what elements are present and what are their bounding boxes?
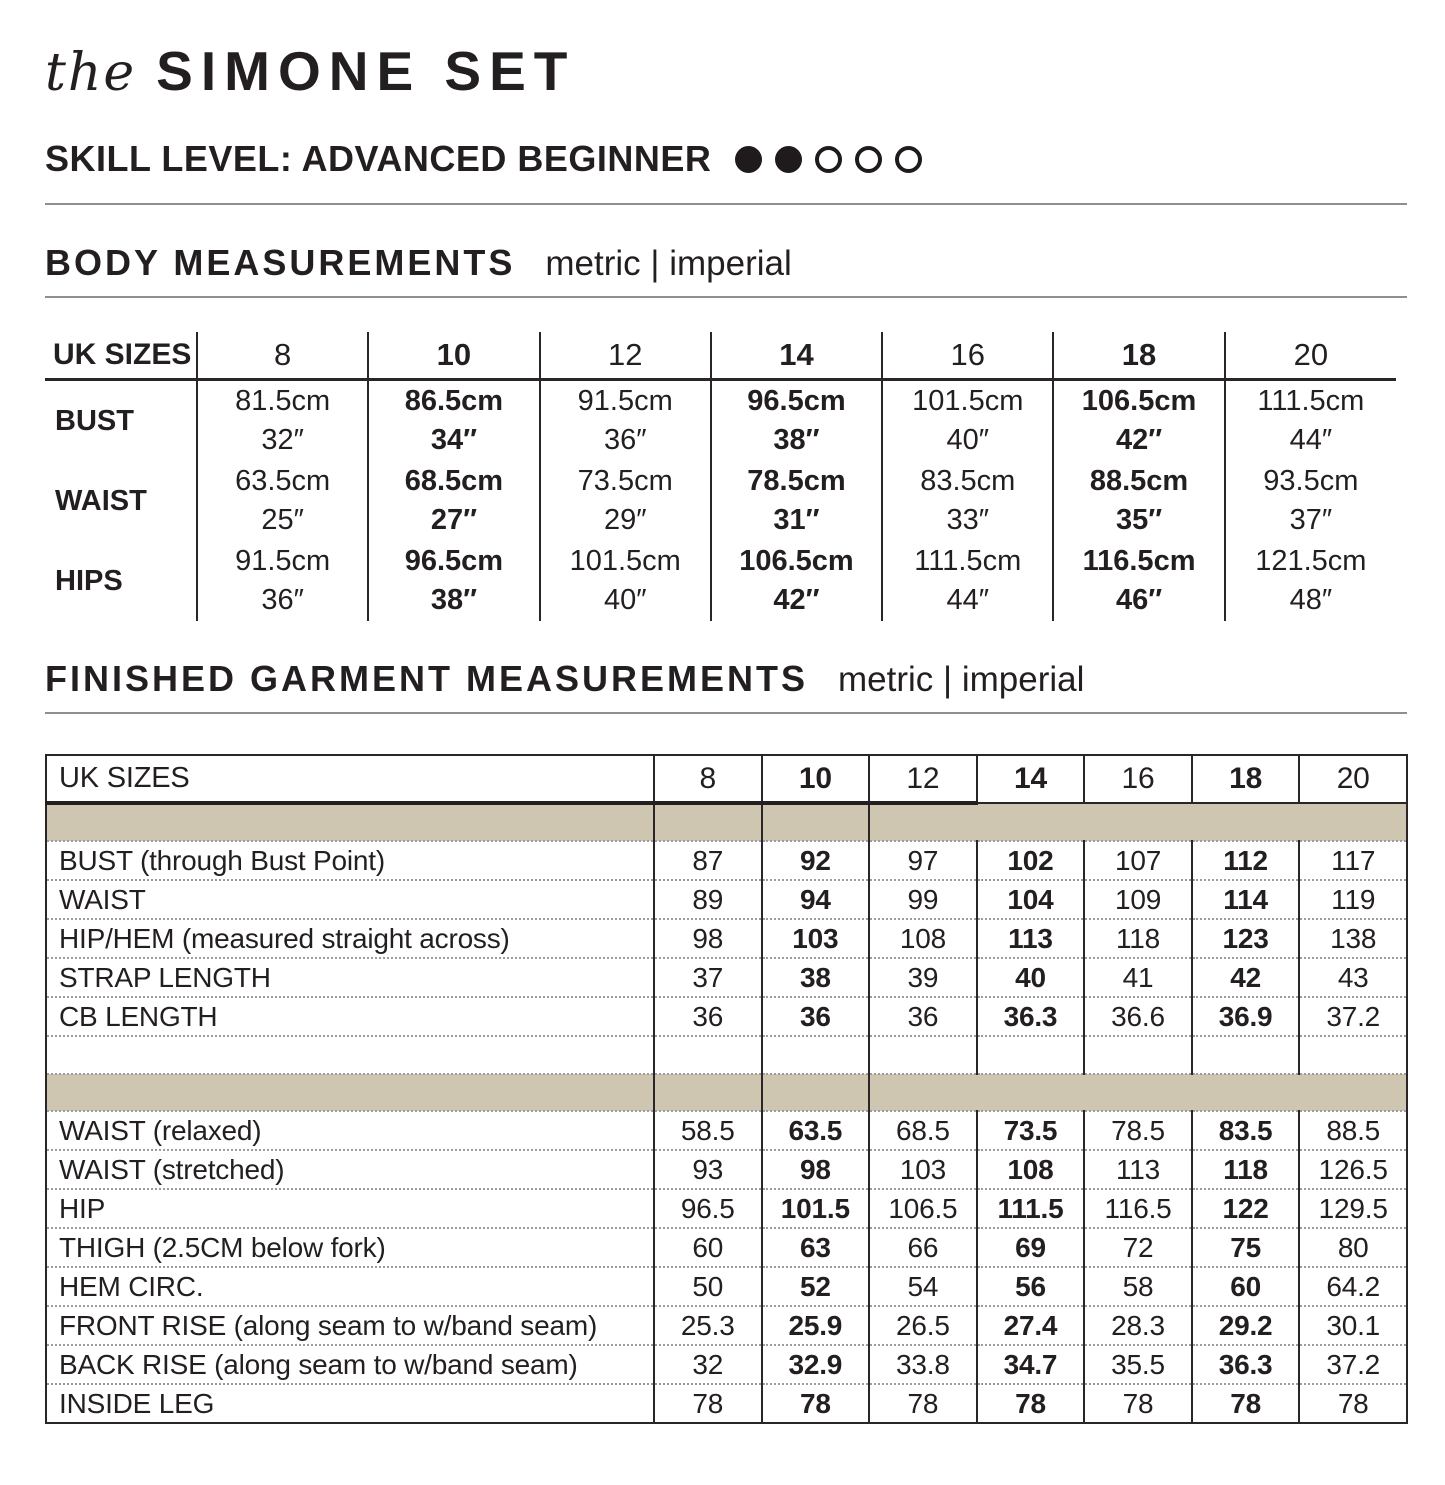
value-cell: 25.3 bbox=[654, 1306, 762, 1345]
value-cell: 36 bbox=[869, 997, 977, 1036]
value-cell: 113 bbox=[977, 919, 1085, 958]
section-band-cell bbox=[46, 1074, 654, 1111]
value-cell: 111.5 bbox=[977, 1189, 1085, 1228]
size-header-cell: 8 bbox=[197, 332, 368, 380]
body-measurements-heading-row bbox=[45, 242, 1407, 283]
value-cell: 33.8 bbox=[869, 1345, 977, 1384]
value-cell: 36.3 bbox=[1192, 1345, 1300, 1384]
row-label-cell: INSIDE LEG bbox=[46, 1384, 654, 1423]
value-cell: 116.5 bbox=[1084, 1189, 1192, 1228]
section-band-cell bbox=[977, 1074, 1085, 1111]
value-cell: 89 bbox=[654, 880, 762, 919]
value-cell: 78 bbox=[1084, 1384, 1192, 1423]
metric-value: 83.5cm bbox=[920, 465, 1016, 497]
size-header-cell: 18 bbox=[1053, 332, 1224, 380]
skill-level bbox=[45, 138, 1407, 179]
value-cell: 80 bbox=[1299, 1228, 1407, 1267]
value-cell: 56 bbox=[977, 1267, 1085, 1306]
value-cell: 27.4 bbox=[977, 1306, 1085, 1345]
row-label-cell: HIP/HEM (measured straight across) bbox=[46, 919, 654, 958]
section-band-row bbox=[46, 803, 1407, 841]
metric-value: 121.5cm bbox=[1255, 545, 1367, 577]
table-row bbox=[46, 1150, 1407, 1189]
measurement-cell bbox=[1053, 541, 1224, 621]
table-row bbox=[46, 1267, 1407, 1306]
row-label-cell: STRAP LENGTH bbox=[46, 958, 654, 997]
metric-value: 68.5cm bbox=[404, 465, 504, 497]
row-label-cell: CB LENGTH bbox=[46, 997, 654, 1036]
size-header-cell: 10 bbox=[762, 755, 870, 803]
skill-dot-filled bbox=[735, 146, 762, 173]
measurement-cell bbox=[197, 461, 368, 541]
spacer-cell bbox=[869, 1036, 977, 1074]
section-band-cell bbox=[1299, 803, 1407, 841]
value-cell: 78.5 bbox=[1084, 1111, 1192, 1150]
metric-value: 73.5cm bbox=[577, 465, 673, 497]
imperial-value: 42″ bbox=[773, 584, 820, 616]
imperial-value: 38″ bbox=[773, 424, 820, 456]
finished-garment-heading-row bbox=[45, 658, 1407, 699]
value-cell: 66 bbox=[869, 1228, 977, 1267]
section-band-cell bbox=[762, 803, 870, 841]
measurement-cell bbox=[711, 380, 882, 462]
body-measurements-table bbox=[45, 332, 1396, 621]
table-row bbox=[46, 841, 1407, 880]
value-cell: 75 bbox=[1192, 1228, 1300, 1267]
value-cell: 112 bbox=[1192, 841, 1300, 880]
imperial-value: 37″ bbox=[1289, 504, 1333, 536]
value-cell: 42 bbox=[1192, 958, 1300, 997]
section-band-cell bbox=[46, 803, 654, 841]
imperial-value: 27″ bbox=[430, 504, 477, 536]
row-label-cell: HIPS bbox=[45, 541, 197, 621]
imperial-value: 48″ bbox=[1289, 584, 1333, 616]
value-cell: 97 bbox=[869, 841, 977, 880]
value-cell: 36.9 bbox=[1192, 997, 1300, 1036]
table-row bbox=[46, 1345, 1407, 1384]
measurement-cell bbox=[197, 541, 368, 621]
value-cell: 54 bbox=[869, 1267, 977, 1306]
metric-value: 96.5cm bbox=[747, 385, 846, 417]
size-header-cell: 12 bbox=[869, 755, 977, 803]
value-cell: 83.5 bbox=[1192, 1111, 1300, 1150]
metric-value: 86.5cm bbox=[404, 385, 504, 417]
value-cell: 106.5 bbox=[869, 1189, 977, 1228]
measurement-cell bbox=[540, 541, 711, 621]
body-measurements-heading: BODY MEASUREMENTS bbox=[45, 242, 516, 283]
table-row bbox=[46, 1111, 1407, 1150]
section-band-cell bbox=[869, 803, 977, 841]
imperial-value: 29″ bbox=[603, 504, 647, 536]
value-cell: 29.2 bbox=[1192, 1306, 1300, 1345]
divider-rule bbox=[45, 203, 1407, 205]
value-cell: 58 bbox=[1084, 1267, 1192, 1306]
value-cell: 78 bbox=[654, 1384, 762, 1423]
measurement-cell bbox=[711, 541, 882, 621]
size-header-cell: 14 bbox=[711, 332, 882, 380]
row-label-cell: WAIST bbox=[46, 880, 654, 919]
value-cell: 60 bbox=[1192, 1267, 1300, 1306]
size-header-cell: 14 bbox=[977, 755, 1085, 803]
sizes-corner-label: UK SIZES bbox=[45, 332, 197, 380]
imperial-value: 40″ bbox=[603, 584, 647, 616]
imperial-value: 36″ bbox=[603, 424, 647, 456]
metric-value: 78.5cm bbox=[747, 465, 846, 497]
sizes-corner-label: UK SIZES bbox=[46, 755, 654, 803]
value-cell: 36.3 bbox=[977, 997, 1085, 1036]
value-cell: 36 bbox=[762, 997, 870, 1036]
divider-rule bbox=[45, 296, 1407, 298]
imperial-value: 38″ bbox=[430, 584, 477, 616]
value-cell: 69 bbox=[977, 1228, 1085, 1267]
section-band-cell bbox=[654, 1074, 762, 1111]
size-header-cell: 10 bbox=[368, 332, 539, 380]
table-row bbox=[46, 919, 1407, 958]
value-cell: 52 bbox=[762, 1267, 870, 1306]
spacer-cell bbox=[1192, 1036, 1300, 1074]
table-row bbox=[46, 880, 1407, 919]
measurement-cell bbox=[540, 380, 711, 462]
skill-dot-empty bbox=[895, 146, 922, 173]
table-row bbox=[46, 958, 1407, 997]
row-label-cell: WAIST (stretched) bbox=[46, 1150, 654, 1189]
finished-garment-heading: FINISHED GARMENT MEASUREMENTS bbox=[45, 658, 809, 699]
measurement-cell bbox=[711, 461, 882, 541]
value-cell: 92 bbox=[762, 841, 870, 880]
value-cell: 122 bbox=[1192, 1189, 1300, 1228]
value-cell: 114 bbox=[1192, 880, 1300, 919]
value-cell: 123 bbox=[1192, 919, 1300, 958]
table-row bbox=[46, 1384, 1407, 1423]
value-cell: 26.5 bbox=[869, 1306, 977, 1345]
size-header-row bbox=[45, 332, 1396, 380]
value-cell: 103 bbox=[869, 1150, 977, 1189]
imperial-value: 35″ bbox=[1115, 504, 1163, 536]
value-cell: 119 bbox=[1299, 880, 1407, 919]
skill-dot-filled bbox=[775, 146, 802, 173]
measurement-cell bbox=[1053, 461, 1224, 541]
value-cell: 38 bbox=[762, 958, 870, 997]
value-cell: 138 bbox=[1299, 919, 1407, 958]
metric-value: 101.5cm bbox=[569, 545, 681, 577]
value-cell: 41 bbox=[1084, 958, 1192, 997]
value-cell: 78 bbox=[1192, 1384, 1300, 1423]
value-cell: 94 bbox=[762, 880, 870, 919]
imperial-value: 25″ bbox=[261, 504, 304, 536]
value-cell: 43 bbox=[1299, 958, 1407, 997]
row-label-cell: BUST bbox=[45, 380, 197, 462]
value-cell: 37.2 bbox=[1299, 1345, 1407, 1384]
metric-value: 93.5cm bbox=[1263, 465, 1359, 497]
value-cell: 58.5 bbox=[654, 1111, 762, 1150]
spacer-cell bbox=[977, 1036, 1085, 1074]
metric-value: 106.5cm bbox=[739, 545, 854, 577]
value-cell: 63 bbox=[762, 1228, 870, 1267]
section-band-cell bbox=[977, 803, 1085, 841]
value-cell: 109 bbox=[1084, 880, 1192, 919]
metric-value: 106.5cm bbox=[1081, 385, 1197, 417]
metric-value: 96.5cm bbox=[404, 545, 504, 577]
spacer-cell bbox=[46, 1036, 654, 1074]
imperial-value: 40″ bbox=[946, 424, 990, 456]
metric-value: 91.5cm bbox=[577, 385, 673, 417]
table-row bbox=[45, 380, 1396, 462]
size-header-cell: 18 bbox=[1192, 755, 1300, 803]
title-name: SIMONE SET bbox=[156, 40, 576, 102]
size-header-cell: 20 bbox=[1225, 332, 1396, 380]
imperial-value: 36″ bbox=[261, 584, 304, 616]
measurement-cell bbox=[1225, 461, 1396, 541]
value-cell: 36.6 bbox=[1084, 997, 1192, 1036]
imperial-value: 44″ bbox=[1289, 424, 1333, 456]
value-cell: 103 bbox=[762, 919, 870, 958]
value-cell: 64.2 bbox=[1299, 1267, 1407, 1306]
table-row bbox=[46, 1189, 1407, 1228]
value-cell: 87 bbox=[654, 841, 762, 880]
metric-value: 116.5cm bbox=[1082, 545, 1196, 577]
value-cell: 96.5 bbox=[654, 1189, 762, 1228]
measurement-cell bbox=[1053, 380, 1224, 462]
value-cell: 98 bbox=[654, 919, 762, 958]
value-cell: 107 bbox=[1084, 841, 1192, 880]
value-cell: 99 bbox=[869, 880, 977, 919]
section-band-cell bbox=[1299, 1074, 1407, 1111]
skill-dot-empty bbox=[815, 146, 842, 173]
value-cell: 78 bbox=[869, 1384, 977, 1423]
size-header-cell: 20 bbox=[1299, 755, 1407, 803]
table-row bbox=[46, 997, 1407, 1036]
table-row bbox=[45, 541, 1396, 621]
value-cell: 35.5 bbox=[1084, 1345, 1192, 1384]
value-cell: 129.5 bbox=[1299, 1189, 1407, 1228]
value-cell: 102 bbox=[977, 841, 1085, 880]
spacer-cell bbox=[1299, 1036, 1407, 1074]
measurement-cell bbox=[540, 461, 711, 541]
spacer-row bbox=[46, 1036, 1407, 1074]
value-cell: 60 bbox=[654, 1228, 762, 1267]
finished-garment-table bbox=[45, 754, 1408, 1424]
value-cell: 50 bbox=[654, 1267, 762, 1306]
size-header-cell: 8 bbox=[654, 755, 762, 803]
value-cell: 88.5 bbox=[1299, 1111, 1407, 1150]
row-label-cell: WAIST (relaxed) bbox=[46, 1111, 654, 1150]
title-prefix: the bbox=[45, 43, 137, 103]
row-label-cell: THIGH (2.5CM below fork) bbox=[46, 1228, 654, 1267]
units-label: metric | imperial bbox=[838, 660, 1085, 699]
value-cell: 118 bbox=[1084, 919, 1192, 958]
section-band-cell bbox=[1084, 1074, 1192, 1111]
spacer-cell bbox=[1084, 1036, 1192, 1074]
imperial-value: 32″ bbox=[261, 424, 304, 456]
value-cell: 126.5 bbox=[1299, 1150, 1407, 1189]
skill-dots bbox=[735, 146, 922, 173]
imperial-value: 44″ bbox=[946, 584, 990, 616]
value-cell: 63.5 bbox=[762, 1111, 870, 1150]
section-band-cell bbox=[654, 803, 762, 841]
section-band-cell bbox=[1192, 1074, 1300, 1111]
imperial-value: 34″ bbox=[430, 424, 477, 456]
divider-rule bbox=[45, 712, 1407, 714]
section-band-cell bbox=[1192, 803, 1300, 841]
value-cell: 93 bbox=[654, 1150, 762, 1189]
metric-value: 111.5cm bbox=[1257, 385, 1365, 417]
value-cell: 37 bbox=[654, 958, 762, 997]
value-cell: 32.9 bbox=[762, 1345, 870, 1384]
measurement-cell bbox=[882, 541, 1053, 621]
row-label-cell: HEM CIRC. bbox=[46, 1267, 654, 1306]
row-label-cell: BACK RISE (along seam to w/band seam) bbox=[46, 1345, 654, 1384]
value-cell: 28.3 bbox=[1084, 1306, 1192, 1345]
value-cell: 78 bbox=[977, 1384, 1085, 1423]
table-row bbox=[46, 1228, 1407, 1267]
section-band-cell bbox=[1084, 803, 1192, 841]
value-cell: 78 bbox=[1337, 1387, 1369, 1419]
value-cell: 34.7 bbox=[977, 1345, 1085, 1384]
section-band-cell bbox=[869, 1074, 977, 1111]
value-cell: 104 bbox=[977, 880, 1085, 919]
row-label-cell: BUST (through Bust Point) bbox=[46, 841, 654, 880]
value-cell: 25.9 bbox=[762, 1306, 870, 1345]
measurement-cell bbox=[368, 541, 539, 621]
value-cell: 108 bbox=[869, 919, 977, 958]
size-header-cell: 16 bbox=[1084, 755, 1192, 803]
metric-value: 101.5cm bbox=[912, 385, 1024, 417]
value-cell: 32 bbox=[654, 1345, 762, 1384]
table-row bbox=[45, 461, 1396, 541]
value-cell: 117 bbox=[1299, 841, 1407, 880]
measurement-cell bbox=[368, 380, 539, 462]
value-cell: 98 bbox=[762, 1150, 870, 1189]
table-row bbox=[46, 1306, 1407, 1345]
measurement-cell bbox=[1225, 380, 1396, 462]
size-header-row bbox=[46, 755, 1407, 803]
imperial-value: 42″ bbox=[1115, 424, 1163, 456]
section-band-row bbox=[46, 1074, 1407, 1111]
spacer-cell bbox=[654, 1036, 762, 1074]
size-header-cell: 12 bbox=[540, 332, 711, 380]
value-cell: 40 bbox=[977, 958, 1085, 997]
value-cell: 68.5 bbox=[869, 1111, 977, 1150]
size-header-cell: 16 bbox=[882, 332, 1053, 380]
imperial-value: 33″ bbox=[946, 504, 990, 536]
value-cell: 108 bbox=[977, 1150, 1085, 1189]
measurement-cell bbox=[1225, 541, 1396, 621]
measurement-cell bbox=[882, 380, 1053, 462]
value-cell: 113 bbox=[1084, 1150, 1192, 1189]
row-label-cell: FRONT RISE (along seam to w/band seam) bbox=[46, 1306, 654, 1345]
value-cell: 101.5 bbox=[762, 1189, 870, 1228]
units-label: metric | imperial bbox=[545, 244, 792, 283]
value-cell: 36 bbox=[654, 997, 762, 1036]
value-cell: 37.2 bbox=[1299, 997, 1407, 1036]
value-cell: 30.1 bbox=[1299, 1306, 1407, 1345]
row-label-cell: WAIST bbox=[45, 461, 197, 541]
metric-value: 81.5cm bbox=[235, 385, 331, 417]
value-cell: 72 bbox=[1084, 1228, 1192, 1267]
metric-value: 111.5cm bbox=[914, 545, 1022, 577]
row-label-cell: HIP bbox=[46, 1189, 654, 1228]
value-cell: 39 bbox=[869, 958, 977, 997]
skill-dot-empty bbox=[855, 146, 882, 173]
measurement-cell bbox=[197, 380, 368, 462]
value-cell: 78 bbox=[762, 1384, 870, 1423]
imperial-value: 46″ bbox=[1115, 584, 1163, 616]
section-band-cell bbox=[762, 1074, 870, 1111]
spacer-cell bbox=[762, 1036, 870, 1074]
metric-value: 63.5cm bbox=[235, 465, 331, 497]
imperial-value: 31″ bbox=[773, 504, 820, 536]
value-cell: 73.5 bbox=[977, 1111, 1085, 1150]
measurement-cell bbox=[882, 461, 1053, 541]
metric-value: 88.5cm bbox=[1089, 465, 1189, 497]
page bbox=[0, 40, 1445, 1424]
measurement-cell bbox=[368, 461, 539, 541]
page-title bbox=[45, 40, 1407, 103]
metric-value: 91.5cm bbox=[235, 545, 331, 577]
skill-level-label: SKILL LEVEL: ADVANCED BEGINNER bbox=[45, 138, 712, 179]
value-cell: 118 bbox=[1192, 1150, 1300, 1189]
